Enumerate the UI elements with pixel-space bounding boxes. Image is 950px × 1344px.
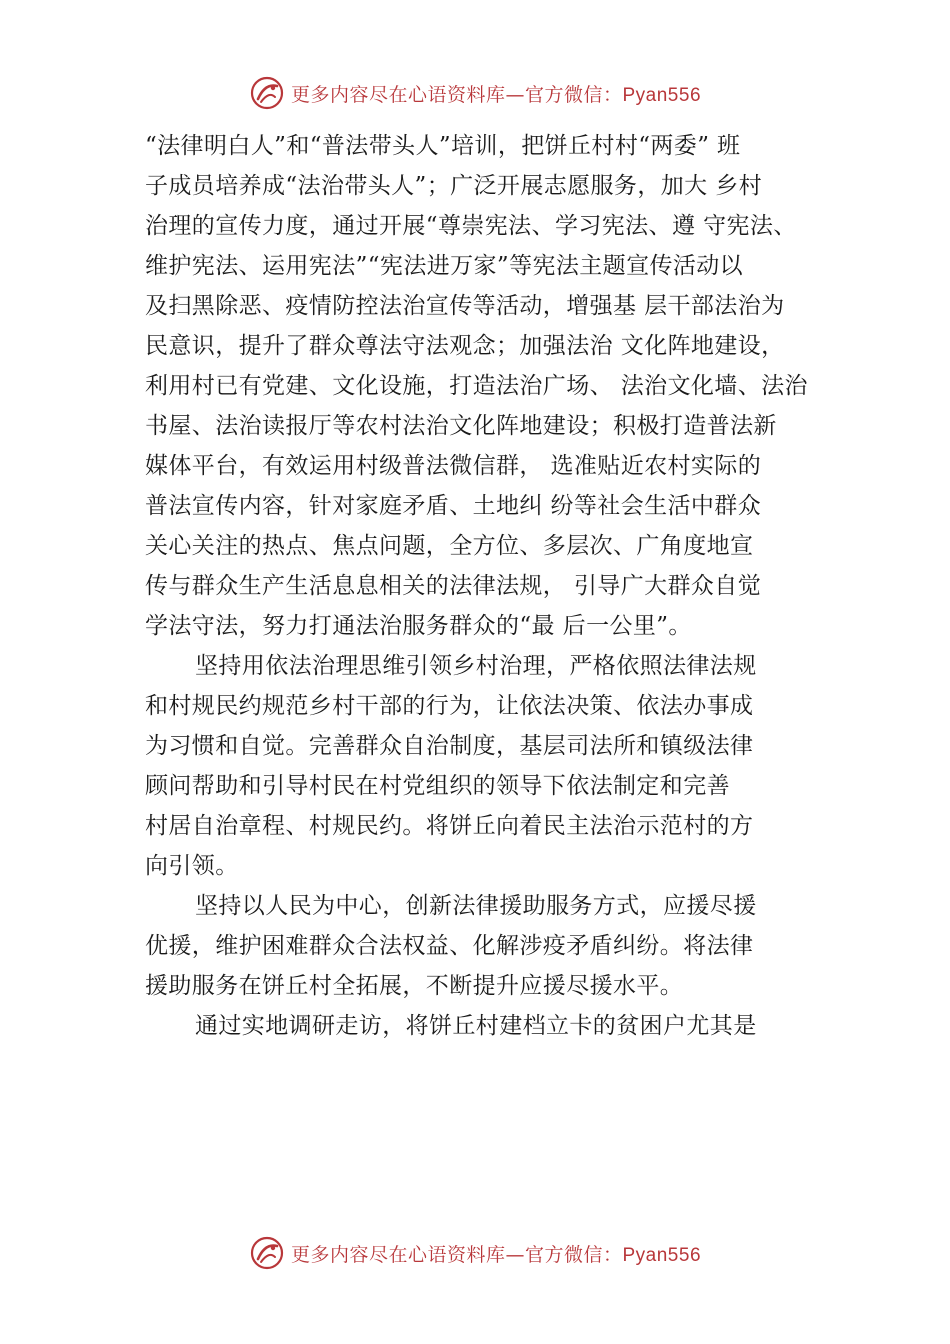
text-line: 关心关注的热点、焦点问题，全方位、多层次、广角度地宣 xyxy=(145,533,754,559)
text-line: 书屋、法治读报厅等农村法治文化阵地建设；积极打造普法新 xyxy=(145,413,777,439)
paragraph-start-line: 坚持用依法治理思维引领乡村治理，严格依照法律法规 xyxy=(195,653,757,679)
header-watermark xyxy=(0,73,950,113)
footer-watermark xyxy=(0,1233,950,1273)
text-line: 普法宣传内容，针对家庭矛盾、土地纠 纷等社会生活中群众 xyxy=(145,493,762,519)
watermark-text: 更多内容尽在心语资料库—官方微信：Pyan556 xyxy=(290,1243,702,1266)
text-line: 传与群众生产生活息息相关的法律法规， 引导广大群众自觉 xyxy=(145,573,762,599)
text-line: 村居自治章程、村规民约。将饼丘向着民主法治示范村的方 xyxy=(145,813,754,839)
text-line: 治理的宣传力度，通过开展“尊崇宪法、学习宪法、遵 守宪法、 xyxy=(145,213,797,239)
text-line: 学法守法，努力打通法治服务群众的“最 后一公里”。 xyxy=(145,613,692,639)
text-line: 利用村已有党建、文化设施，打造法治广场、 法治文化墙、法治 xyxy=(145,373,808,399)
text-line: 子成员培养成“法治带头人”；广泛开展志愿服务，加大 乡村 xyxy=(145,173,763,199)
brand-logo-icon xyxy=(249,1235,285,1271)
text-line: “法律明白人”和“普法带头人”培训，把饼丘村村“两委” 班 xyxy=(145,133,741,159)
paragraph-start-line: 坚持以人民为中心，创新法律援助服务方式，应援尽援 xyxy=(195,893,757,919)
text-line: 媒体平台，有效运用村级普法微信群， 选准贴近农村实际的 xyxy=(145,453,762,479)
text-line: 及扫黑除恶、疫情防控法治宣传等活动，增强基 层干部法治为 xyxy=(145,293,785,319)
text-line: 向引领。 xyxy=(145,853,239,879)
text-line: 民意识，提升了群众尊法守法观念；加强法治 文化阵地建设， xyxy=(145,333,785,359)
paragraph-start-line: 通过实地调研走访，将饼丘村建档立卡的贫困户尤其是 xyxy=(195,1013,757,1039)
text-line: 顾问帮助和引导村民在村党组织的领导下依法制定和完善 xyxy=(145,773,730,799)
text-line: 为习惯和自觉。完善群众自治制度，基层司法所和镇级法律 xyxy=(145,733,754,759)
text-line: 维护宪法、运用宪法”“宪法进万家”等宪法主题宣传活动以 xyxy=(145,253,744,279)
brand-logo-icon xyxy=(249,75,285,111)
text-line: 优援，维护困难群众合法权益、化解涉疫矛盾纠纷。将法律 xyxy=(145,933,754,959)
watermark-text: 更多内容尽在心语资料库—官方微信：Pyan556 xyxy=(290,83,702,106)
document-body xyxy=(145,126,845,1046)
text-line: 和村规民约规范乡村干部的行为，让依法决策、依法办事成 xyxy=(145,693,754,719)
text-line: 援助服务在饼丘村全拓展，不断提升应援尽援水平。 xyxy=(145,973,684,999)
